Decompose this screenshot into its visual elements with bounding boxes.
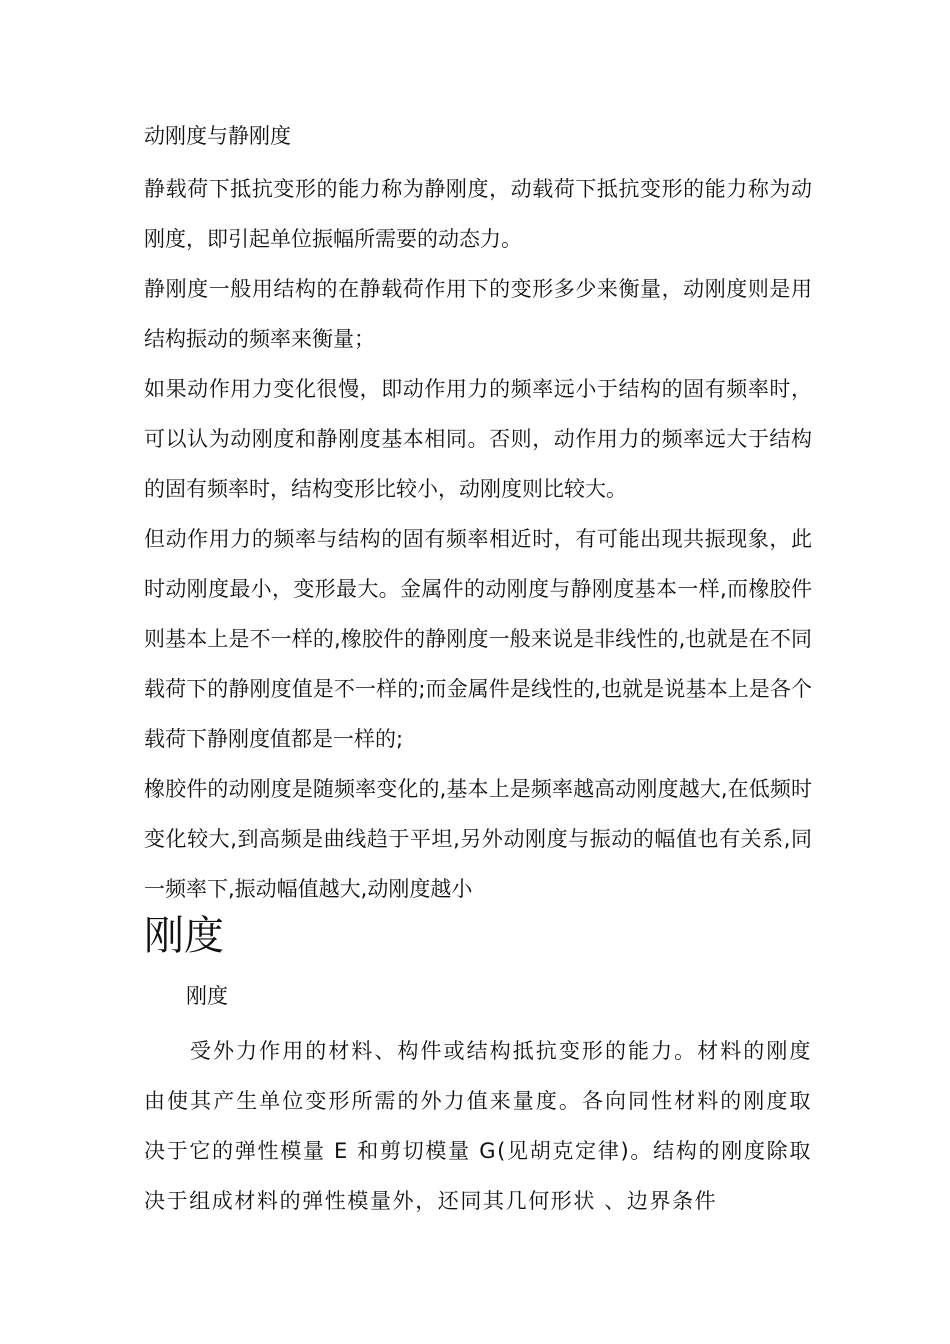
paragraph-3: 如果动作用力变化很慢，即动作用力的频率远小于结构的固有频率时，可以认为动刚度和静刚度基本相同。否则，动作用力的频率远大于结构的固有频率时，结构变形比较小，动刚度则比较大。 bbox=[144, 377, 812, 501]
paragraph-4: 但动作用力的频率与结构的固有频率相近时，有可能出现共振现象，此时动刚度最小，变形最大。金属件的动刚度与静刚度基本一样,而橡胶件则基本上是不一样的,橡胶件的静刚度一般来说是非线性的,也就是在不同载荷下的静刚度值是不一样的;而金属件是线性的,也就是说基本上是各个载荷下静刚度值都是一样的; bbox=[144, 527, 812, 751]
page-title: 刚度 bbox=[144, 913, 224, 959]
section-subtitle: 刚度 bbox=[186, 984, 228, 1008]
paragraph-2: 静刚度一般用结构的在静载荷作用下的变形多少来衡量，动刚度则是用结构振动的频率来衡量； bbox=[144, 277, 812, 351]
definition-paragraph: 受外力作用的材料、构件或结构抵抗变形的能力。材料的刚度由使其产生单位变形所需的外力值来量度。各向同性材料的刚度取决于它的弹性模量 E 和剪切模量 G(见胡克定律)。结构的刚度除取决于组成材料的弹性模量外，还同其几何形状 、边界条件 bbox=[144, 1039, 812, 1213]
section-heading: 动刚度与静刚度 bbox=[144, 124, 291, 148]
paragraph-5: 橡胶件的动刚度是随频率变化的,基本上是频率越高动刚度越大,在低频时变化较大,到高频是曲线趋于平坦,另外动刚度与振动的幅值也有关系,同一频率下,振动幅值越大,动刚度越小 bbox=[144, 777, 812, 901]
document-body bbox=[144, 118, 812, 1226]
paragraph-1: 静载荷下抵抗变形的能力称为静刚度，动载荷下抵抗变形的能力称为动刚度，即引起单位振幅所需要的动态力。 bbox=[144, 177, 812, 251]
